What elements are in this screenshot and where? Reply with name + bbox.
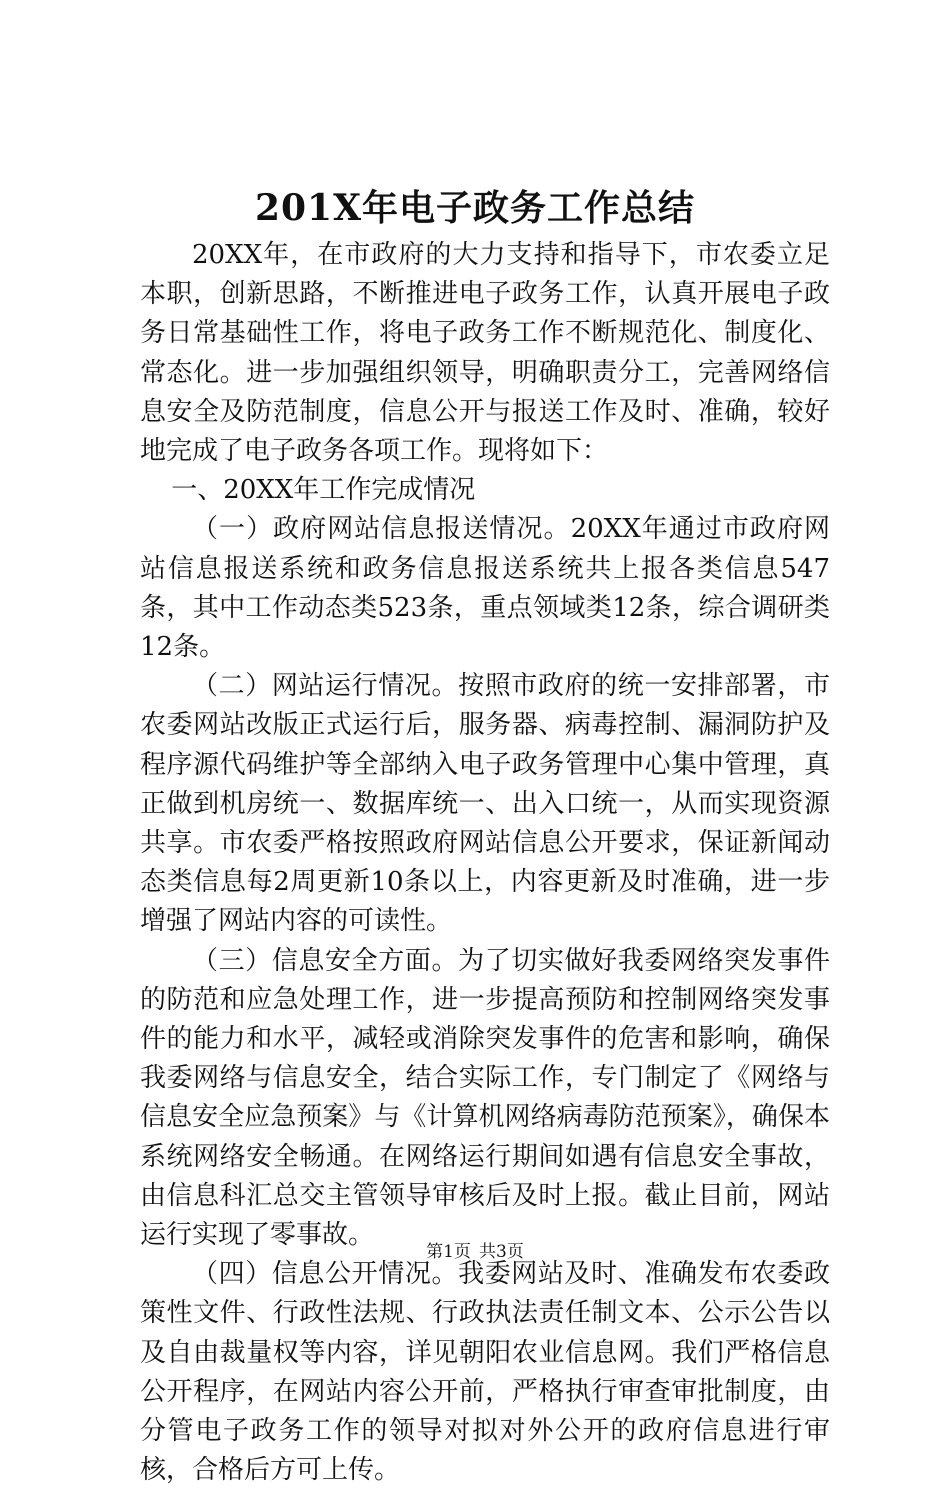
page-number: 第1页 <box>426 1242 471 1262</box>
item-paragraph-3: （三）信息安全方面。为了切实做好我委网络突发事件的防范和应急处理工作，进一步提高预防和控制网络突发事件的能力和水平，减轻或消除突发事件的危害和影响，确保我委网络与信息安全，结合实际工作，专门制定了《网络与信息安全应急预案》与《计算机网络病毒防范预案》，确保本系统网络安全畅通。在网络运行期间如遇有信息安全事故，由信息科汇总交主管领导审核后及时上报。截止目前，网站运行实现了零事故。 <box>140 945 830 1251</box>
item-paragraph-2: （二）网站运行情况。按照市政府的统一安排部署，市农委网站改版正式运行后，服务器、病毒控制、漏洞防护及程序源代码维护等全部纳入电子政务管理中心集中管理，真正做到机房统一、数据库统一、出入口统一，从而实现资源共享。市农委严格按照政府网站信息公开要求，保证新闻动态类信息每2周更新10条以上，内容更新及时准确，进一步增强了网站内容的可读性。 <box>140 671 830 937</box>
page-total: 共3页 <box>479 1242 524 1262</box>
page-footer <box>0 1240 950 1264</box>
document-title: 201X年电子政务工作总结 <box>254 187 696 229</box>
section-heading: 一、20XX年工作完成情况 <box>171 475 476 506</box>
item-paragraph-1: （一）政府网站信息报送情况。20XX年通过市政府网站信息报送系统和政务信息报送系统共上报各类信息547条，其中工作动态类523条，重点领域类12条，综合调研类12条。 <box>140 514 830 663</box>
intro-paragraph: 20XX年，在市政府的大力支持和指导下，市农委立足本职，创新思路，不断推进电子政务工作，认真开展电子政务日常基础性工作，将电子政务工作不断规范化、制度化、常态化。进一步加强组织领导，明确职责分工，完善网络信息安全及防范制度，信息公开与报送工作及时、准确，较好地完成了电子政务各项工作。现将如下： <box>140 240 830 467</box>
document-body <box>140 236 830 1491</box>
item-paragraph-4: （四）信息公开情况。我委网站及时、准确发布农委政策性文件、行政性法规、行政执法责任制文本、公示公告以及自由裁量权等内容，详见朝阳农业信息网。我们严格信息公开程序，在网站内容公开前，严格执行审查审批制度，由分管电子政务工作的领导对拟对外公开的政府信息进行审核，合格后方可上传。 <box>140 1259 830 1486</box>
